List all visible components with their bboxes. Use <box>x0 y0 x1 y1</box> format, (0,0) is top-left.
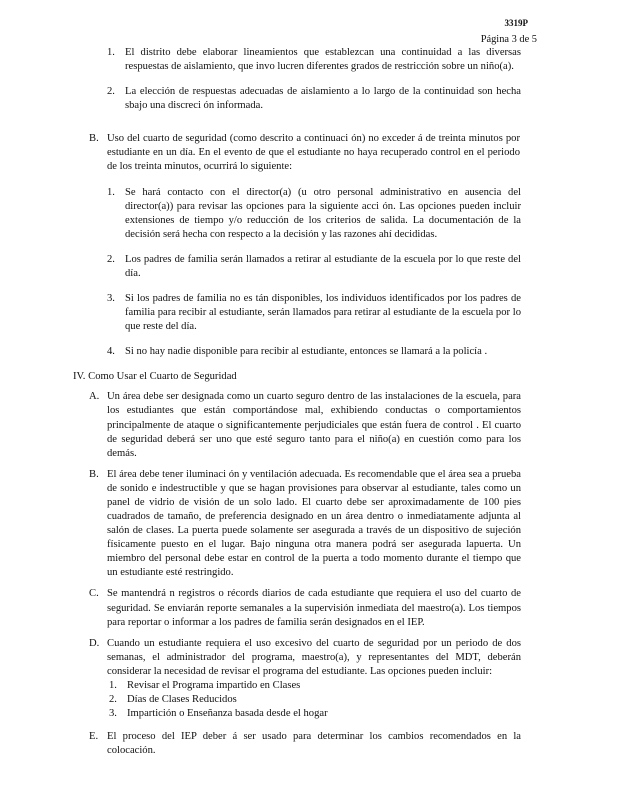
item-text: Un área debe ser designada como un cuarto seguro dentro de las instalaciones de la escuela, para los estudiantes que están comportándose mal, exhibiendo conductas o comportamientos principalmente de ataque o significantemente perjudiciales que están fuera de control . El cuarto de seguridad deberá ser uno que esté seguro tanto para el niño(a) en cuestión como para los demás. <box>107 391 521 459</box>
item-text: Cuando un estudiante requiera el uso excesivo del cuarto de seguridad por un periodo de dos semanas, el administrador del programa, maestro(a), y representantes del MDT, deberán considerar la necesidad de revisar el programa del estudiante. Las opciones pueden incluir: <box>107 637 521 677</box>
list-item-text: La elección de respuestas adecuadas de aislamiento a lo largo de la continuidad son hecha sbajo una discreci ón informada. <box>125 86 521 112</box>
item-text: El proceso del IEP deber á ser usado para determinar los cambios recomendados en la colocación. <box>107 731 521 757</box>
list-item-text: Se hará contacto con el director(a) (u otro personal administrativo en ausencia del director(a)) para revisar las opciones para la siguiente acci ón. Las opciones pueden incluir extensiones de tiempo y/o reducción de los criterios de salida. La documentación de la decisión será hecha con respecto a la decisión y las razones ahí decididas. <box>125 186 521 240</box>
section-b-letter: B. <box>89 133 99 145</box>
section-iv-item-b <box>89 468 521 581</box>
item-letter: C. <box>89 588 99 600</box>
section-b-text: Uso del cuarto de seguridad (como descrito a continuaci ón) no exceder á de treinta minutos por estudiante en un día. En el evento de que el estudiante no haya recuperado control en el periodo de los treinta minutos, ocurrirá lo siguiente: <box>107 133 520 173</box>
list-item <box>107 85 521 113</box>
list-item-text: Si los padres de familia no es tán disponibles, los individuos identificados por los padres de familia para recibir al estudiante, serán llamados para retirar al estudiante de la escuela por lo que reste del día. <box>125 293 521 333</box>
section-iv-heading <box>73 370 618 384</box>
list-item <box>107 46 521 74</box>
option-text: Revisar el Programa impartido en Clases <box>127 679 301 691</box>
document-code: 3319P <box>504 18 528 28</box>
page-number: Página 3 de 5 <box>480 34 537 45</box>
section-iv-number: IV. <box>73 371 86 383</box>
item-letter: B. <box>89 468 99 480</box>
item-text: El área debe tener iluminaci ón y ventilación adecuada. Es recomendable que el área sea a prueba de sonido e indestructible y que se hagan provisiones para observar al estudiante, tales como un panel de vidrio de visión de un solo lado. El cuarto debe ser aproximadamente de 100 pies cuadrados de tamaño, de preferencia designado en un área dentro o inmediatamente adjunta al salón de clases. La puerta puede solamente ser asegurada a través de un dispositivo de sujeción físicamente puesto en el lugar. Bajo ninguna otra manera podrá ser asegurada lapuerta. Un miembro del personal debe estar en control de la puerta a todo momento durante el tiempo que un estudiante esté restringido. <box>107 468 521 579</box>
list-item-number: 4. <box>107 346 115 358</box>
option-item <box>109 693 521 707</box>
option-number: 1. <box>109 679 117 691</box>
list-item-number: 1. <box>107 186 115 198</box>
item-text: Se mantendrá n registros o récords diarios de cada estudiante que requiera el uso del cuarto de seguridad. Se enviarán reporte semanales a la supervisión inmediata del maestro(a). Los tiempos para reportar o informar a los padres de familia serán designados en el IEP. <box>107 588 521 628</box>
section-iv-title: Como Usar el Cuarto de Seguridad <box>88 371 237 383</box>
list-item <box>107 186 521 242</box>
list-item-text: El distrito debe elaborar lineamientos que establezcan una continuidad a las diversas respuestas de aislamiento, que invo lucren diferentes grados de restricción sobre un niño(a). <box>125 47 521 73</box>
list-item-number: 2. <box>107 86 115 98</box>
list-item-text: Si no hay nadie disponible para recibir al estudiante, entonces se llamará a la policía . <box>125 346 488 358</box>
list-item-number: 3. <box>107 293 115 305</box>
section-iv-item-a <box>89 390 521 460</box>
item-letter: D. <box>89 637 100 649</box>
options-list <box>109 679 521 721</box>
option-text: Impartición o Enseñanza basada desde el hogar <box>127 708 328 720</box>
option-text: Días de Clases Reducidos <box>127 693 237 705</box>
option-number: 2. <box>109 693 117 705</box>
list-item <box>107 253 521 281</box>
document-page <box>0 46 618 758</box>
option-item <box>109 707 521 721</box>
item-letter: E. <box>89 731 99 743</box>
section-iv-item-d <box>89 637 521 721</box>
section-b <box>89 132 520 174</box>
list-item <box>107 292 521 334</box>
list-item-number: 2. <box>107 253 115 265</box>
list-item-number: 1. <box>107 47 115 58</box>
option-item <box>109 679 521 693</box>
option-number: 3. <box>109 708 117 720</box>
item-letter: A. <box>89 391 100 403</box>
list-item-text: Los padres de familia serán llamados a retirar al estudiante de la escuela por lo que reste del día. <box>125 253 521 279</box>
section-iv-item-c <box>89 587 521 629</box>
list-item <box>107 345 527 359</box>
section-iv-item-e <box>89 730 521 758</box>
